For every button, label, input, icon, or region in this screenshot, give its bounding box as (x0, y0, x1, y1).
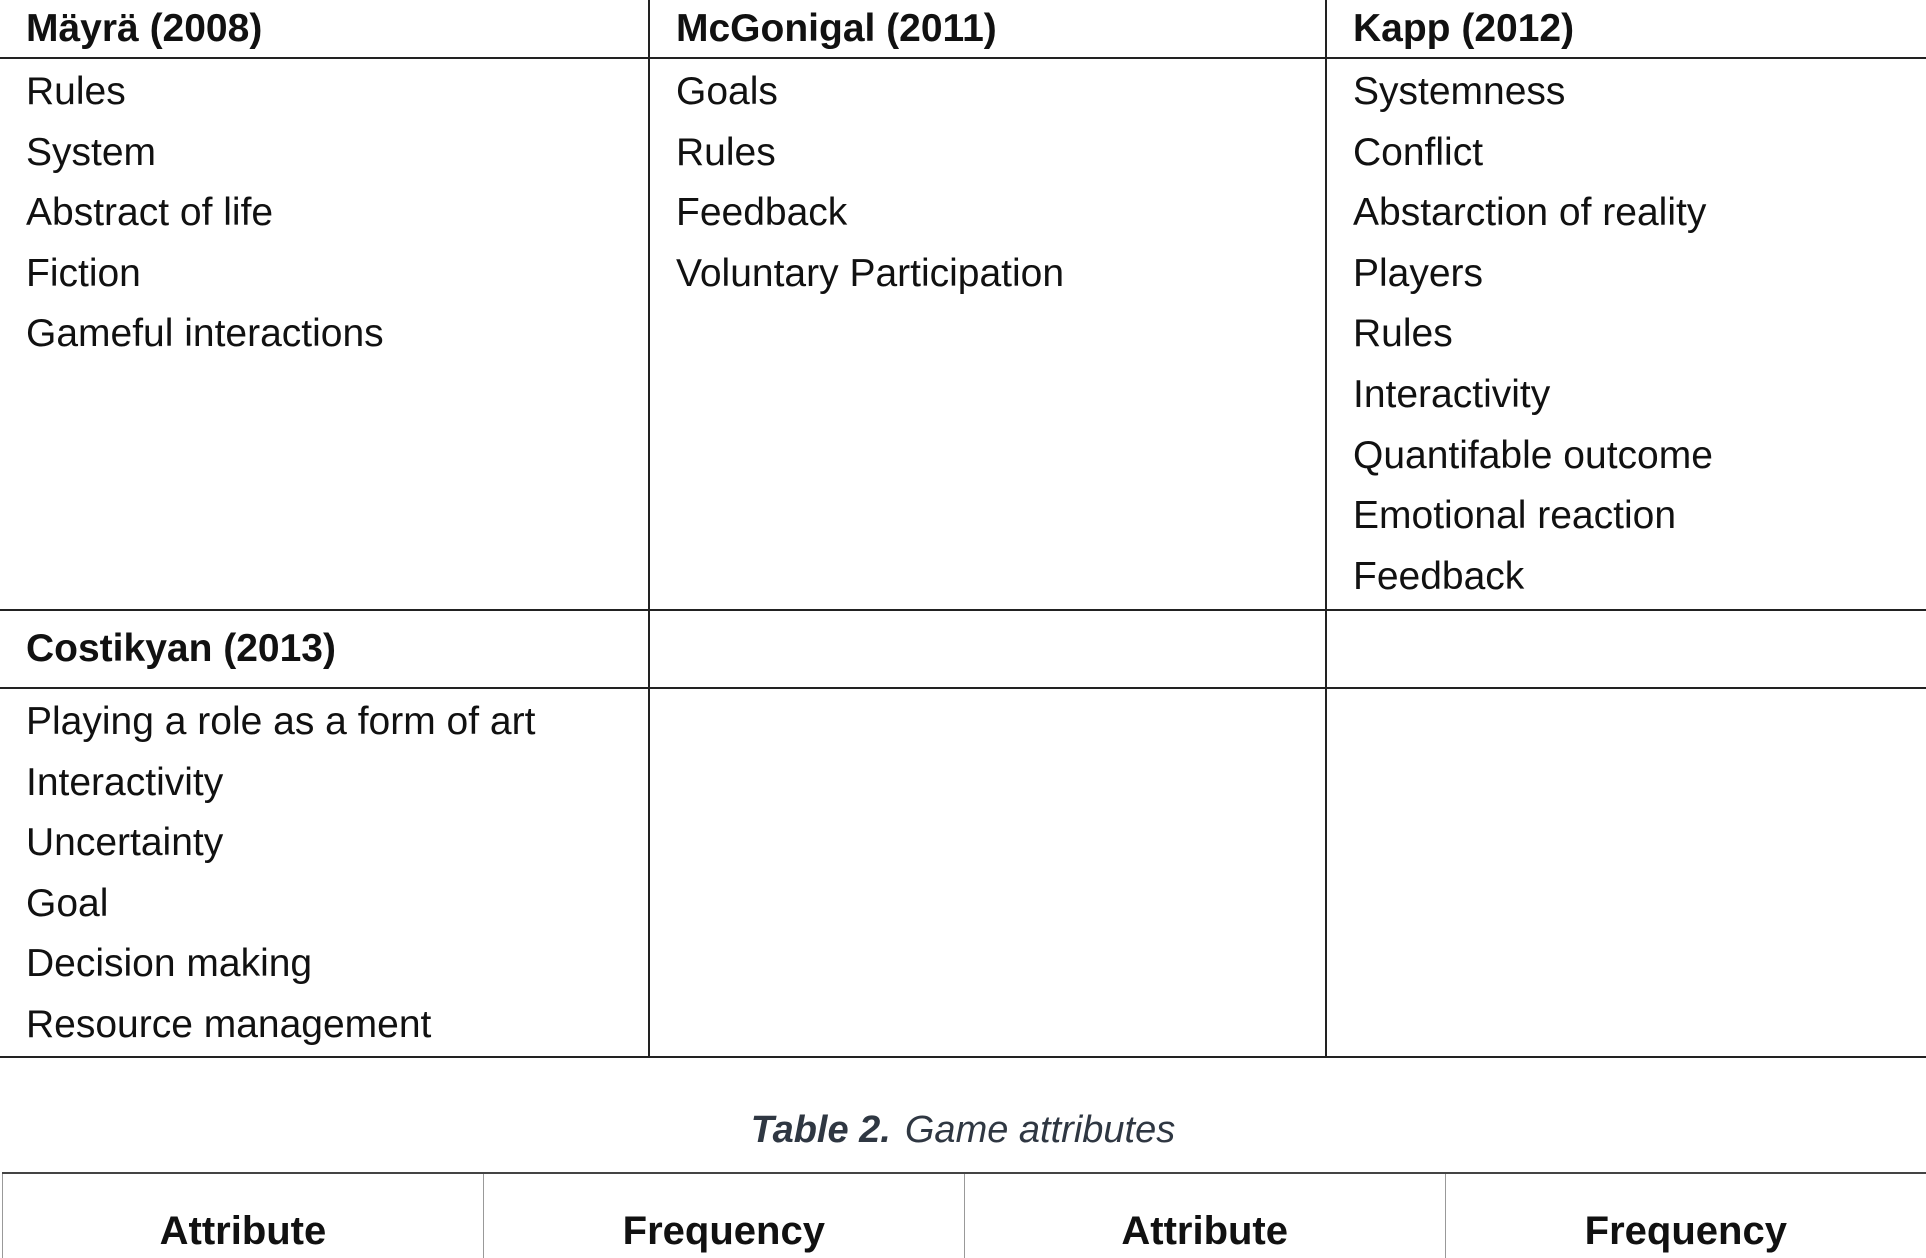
list-item: Rules (26, 62, 648, 123)
attribute-list-kapp (1353, 62, 1926, 607)
table-row (0, 58, 1926, 610)
list-item: Systemness (1353, 62, 1926, 123)
attribute-list-costikyan (26, 692, 648, 1056)
table-caption (0, 1106, 1926, 1154)
list-item: Voluntary Participation (676, 244, 1325, 305)
list-item: Quantifable outcome (1353, 426, 1926, 487)
table-subheader-row (0, 610, 1926, 688)
list-item: Decision making (26, 934, 648, 995)
game-attributes-table (2, 1172, 1926, 1258)
column-heading-mcgonigal: McGonigal (2011) (649, 0, 1326, 58)
table-row (0, 688, 1926, 1057)
column-heading-mayra: Mäyrä (2008) (0, 0, 649, 58)
list-item: Gameful interactions (26, 304, 648, 365)
list-item: Players (1353, 244, 1926, 305)
table-header-row (3, 1173, 1926, 1258)
list-item: Playing a role as a form of art (26, 692, 648, 753)
attribute-list-mcgonigal (676, 62, 1325, 304)
empty-cell (1326, 688, 1926, 1057)
attribute-list-mayra (26, 62, 648, 365)
table-header-row (0, 0, 1926, 58)
list-item: Fiction (26, 244, 648, 305)
empty-cell (649, 610, 1326, 688)
list-item: Abstarction of reality (1353, 183, 1926, 244)
column-heading-costikyan: Costikyan (2013) (0, 610, 649, 688)
list-item: Interactivity (1353, 365, 1926, 426)
column-heading-kapp: Kapp (2012) (1326, 0, 1926, 58)
empty-cell (1326, 610, 1926, 688)
list-item: Conflict (1353, 123, 1926, 184)
empty-cell (649, 688, 1326, 1057)
list-item: Feedback (1353, 547, 1926, 608)
list-item: Resource management (26, 995, 648, 1056)
list-item: Uncertainty (26, 813, 648, 874)
attribute-list-cell (649, 58, 1326, 610)
list-item: Rules (676, 123, 1325, 184)
list-item: System (26, 123, 648, 184)
caption-text: Game attributes (905, 1109, 1175, 1151)
attribute-list-cell (0, 688, 649, 1057)
list-item: Goal (26, 874, 648, 935)
list-item: Abstract of life (26, 183, 648, 244)
attribute-list-cell (0, 58, 649, 610)
column-heading-frequency: Frequency (1445, 1173, 1926, 1258)
column-heading-frequency: Frequency (483, 1173, 964, 1258)
caption-label: Table 2. (751, 1109, 891, 1151)
list-item: Rules (1353, 304, 1926, 365)
attribute-list-cell (1326, 58, 1926, 610)
list-item: Emotional reaction (1353, 486, 1926, 547)
column-heading-attribute: Attribute (3, 1173, 484, 1258)
list-item: Goals (676, 62, 1325, 123)
column-heading-attribute: Attribute (964, 1173, 1445, 1258)
list-item: Feedback (676, 183, 1325, 244)
list-item: Interactivity (26, 753, 648, 814)
